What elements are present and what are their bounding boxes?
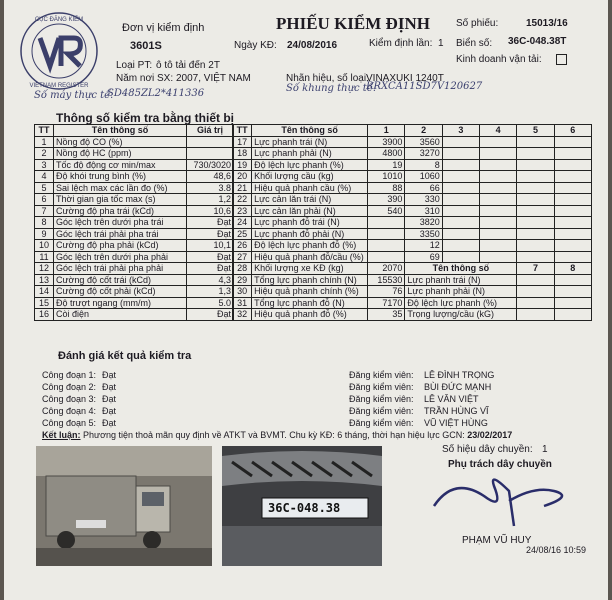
axle-value — [442, 148, 479, 160]
param-name: Nồng độ CO (%) — [54, 136, 187, 148]
table-row — [35, 228, 234, 240]
inspector-name: BÙI ĐỨC MẠNH — [424, 382, 492, 392]
form-number-value: 15013/16 — [526, 18, 568, 29]
inspector-label: Đăng kiểm viên: — [349, 382, 414, 392]
axle-param-name: Trọng lượng/cầu (kG) — [405, 309, 517, 321]
param-name: Khối lượng xe KĐ (kg) — [252, 263, 368, 275]
header-param-name: Tên thông số — [54, 125, 187, 137]
axle-value — [480, 148, 517, 160]
param-name: Tốc độ động cơ min/max — [54, 159, 187, 171]
line-number-label: Số hiệu dây chuyền: — [442, 444, 533, 455]
axle-value — [554, 228, 591, 240]
param-value: 730/3020 — [187, 159, 234, 171]
row-number: 5 — [35, 182, 54, 194]
unit-code: 3601S — [130, 40, 162, 52]
inspection-count-label: Kiểm định lần: — [369, 38, 433, 49]
row-number: 17 — [233, 136, 252, 148]
stage-result: Đạt — [102, 370, 117, 380]
axle-value: 66 — [405, 182, 442, 194]
header-tt-right: TT — [233, 125, 252, 137]
axle-value — [554, 309, 591, 321]
axle-value — [368, 217, 405, 229]
stage-label: Công đoạn 3: — [42, 394, 97, 404]
row-number: 32 — [233, 309, 252, 321]
row-number: 11 — [35, 251, 54, 263]
inspector-name: LÊ ĐÌNH TRỌNG — [424, 370, 495, 380]
axle-value — [480, 228, 517, 240]
param-name: Góc lệch trên dưới pha trái — [54, 217, 187, 229]
form-number-label: Số phiếu: — [456, 18, 499, 29]
right-parameter-table — [232, 124, 592, 321]
param-value: 5.0 — [187, 297, 234, 309]
axle-value — [554, 297, 591, 309]
row-number: 13 — [35, 274, 54, 286]
header-value: Giá trị — [187, 125, 234, 137]
plate-photo — [222, 446, 382, 566]
axle-value — [554, 286, 591, 298]
table-row — [233, 148, 592, 160]
axle-value — [554, 274, 591, 286]
param-name: Hiệu quả phanh cầu (%) — [252, 182, 368, 194]
inspector-name: TRẦN HÙNG VĨ — [424, 406, 489, 416]
axle-value — [554, 251, 591, 263]
axle-value — [554, 205, 591, 217]
inspection-form-sheet — [4, 0, 608, 600]
row-number: 28 — [233, 263, 252, 275]
param-value: 3.8 — [187, 182, 234, 194]
left-parameter-table — [34, 124, 234, 321]
param-name: Còi điện — [54, 309, 187, 321]
axle-value: 3900 — [368, 136, 405, 148]
table-row — [233, 194, 592, 206]
row-number: 7 — [35, 205, 54, 217]
table-row — [35, 274, 234, 286]
header-axle-4: 4 — [480, 125, 517, 137]
vehicle-type-label: Loại PT: — [116, 60, 153, 71]
stage-label: Công đoạn 2: — [42, 382, 97, 392]
row-number: 22 — [233, 194, 252, 206]
param-name: Lực phanh trái (N) — [252, 136, 368, 148]
header-axle-6: 6 — [554, 125, 591, 137]
param-name: Cường độ cốt phải (kCd) — [54, 286, 187, 298]
axle-value — [554, 217, 591, 229]
table-row — [35, 263, 234, 275]
date-label: Ngày KĐ: — [234, 40, 277, 51]
axle-value — [442, 217, 479, 229]
axle-value — [554, 171, 591, 183]
axle-value — [517, 228, 554, 240]
axle-value — [442, 136, 479, 148]
axle-value — [517, 182, 554, 194]
stage-result: Đạt — [102, 394, 117, 404]
param-name: Tổng lực phanh chính (N) — [252, 274, 368, 286]
axle-value — [517, 297, 554, 309]
row-number: 6 — [35, 194, 54, 206]
svg-text:VIETNAM REGISTER: VIETNAM REGISTER — [29, 83, 89, 89]
axle-value: 69 — [405, 251, 442, 263]
inspector-label: Đăng kiểm viên: — [349, 370, 414, 380]
row-number: 31 — [233, 297, 252, 309]
row-number: 12 — [35, 263, 54, 275]
axle-value — [517, 171, 554, 183]
axle-value — [554, 159, 591, 171]
vehicle-type-value: ô tô tải đến 2T — [156, 60, 220, 71]
row-number: 8 — [35, 217, 54, 229]
row-number: 1 — [35, 136, 54, 148]
axle-value — [480, 136, 517, 148]
header-axle-5: 5 — [517, 125, 554, 137]
transport-checkbox[interactable] — [556, 54, 567, 65]
stage-label: Công đoạn 4: — [42, 406, 97, 416]
axle-value: 330 — [405, 194, 442, 206]
table-row — [233, 240, 592, 252]
axle-value — [554, 182, 591, 194]
param-name: Sai lệch max các lần đo (%) — [54, 182, 187, 194]
axle-value — [480, 205, 517, 217]
axle-value — [442, 240, 479, 252]
axle-value — [554, 148, 591, 160]
row-number: 9 — [35, 228, 54, 240]
param-name: Lực phanh đỗ trái (N) — [252, 217, 368, 229]
param-name: Thời gian gia tốc max (s) — [54, 194, 187, 206]
row-number: 16 — [35, 309, 54, 321]
param-value: 15530 — [368, 274, 405, 286]
axle-value: 310 — [405, 205, 442, 217]
axle-value — [517, 251, 554, 263]
table-row — [35, 286, 234, 298]
row-number: 24 — [233, 217, 252, 229]
param-value: Đạt — [187, 263, 234, 275]
origin-value: 2007, VIỆT NAM — [176, 73, 251, 84]
supervisor-label: Phụ trách dây chuyền — [448, 459, 552, 470]
form-title: PHIẾU KIỂM ĐỊNH — [276, 14, 430, 33]
inspector-name: LÊ VĂN VIỆT — [424, 394, 479, 404]
plate-photo-text: 36C-048.38 — [268, 501, 341, 515]
param-name: Lực phanh phải (N) — [252, 148, 368, 160]
param-value: Đạt — [187, 228, 234, 240]
axle-value — [442, 171, 479, 183]
param-value: 4,3 — [187, 274, 234, 286]
axle-value: 3270 — [405, 148, 442, 160]
section-title: Thông số kiểm tra bằng thiết bị — [56, 111, 235, 125]
inspection-count-value: 1 — [438, 38, 444, 49]
axle-value — [480, 251, 517, 263]
evaluation-title: Đánh giá kết quả kiểm tra — [58, 350, 192, 362]
axle-column-header: 8 — [554, 263, 591, 275]
table-row — [233, 228, 592, 240]
table-row — [35, 136, 234, 148]
param-value: 76 — [368, 286, 405, 298]
param-value: 1,3 — [187, 286, 234, 298]
axle-value — [554, 194, 591, 206]
supervisor-name: PHẠM VŨ HUY — [462, 535, 532, 546]
param-name: Hiệu quả phanh đỗ/cầu (%) — [252, 251, 368, 263]
table-row — [35, 297, 234, 309]
header-axle-1: 1 — [368, 125, 405, 137]
table-row — [233, 159, 592, 171]
transport-label: Kinh doanh vận tải: — [456, 54, 542, 65]
stage-result: Đạt — [102, 418, 117, 428]
brand-value: VINAXUKI 1240T — [366, 73, 444, 84]
stage-label: Công đoạn 5: — [42, 418, 97, 428]
row-number: 18 — [233, 148, 252, 160]
param-name: Góc lệch trái phải pha phải — [54, 263, 187, 275]
line-number-value: 1 — [542, 444, 548, 455]
param-name: Khối lượng cầu (kg) — [252, 171, 368, 183]
table-row — [233, 309, 592, 321]
axle-value: 8 — [405, 159, 442, 171]
table-row — [233, 171, 592, 183]
table-row — [233, 136, 592, 148]
axle-value — [368, 228, 405, 240]
row-number: 4 — [35, 171, 54, 183]
table-row — [233, 251, 592, 263]
axle-value — [442, 205, 479, 217]
param-value — [187, 136, 234, 148]
param-value: Đạt — [187, 309, 234, 321]
table-row — [35, 159, 234, 171]
axle-value: 3820 — [405, 217, 442, 229]
row-number: 26 — [233, 240, 252, 252]
axle-value — [480, 171, 517, 183]
axle-value — [554, 240, 591, 252]
axle-value — [480, 194, 517, 206]
axle-value — [517, 159, 554, 171]
inspector-label: Đăng kiểm viên: — [349, 394, 414, 404]
validity-date: 23/02/2017 — [467, 430, 513, 440]
header-axle-3: 3 — [442, 125, 479, 137]
param-value: 2070 — [368, 263, 405, 275]
axle-value: 390 — [368, 194, 405, 206]
param-name: Lực cản lăn trái (N) — [252, 194, 368, 206]
axle-value — [442, 194, 479, 206]
svg-text:CỤC ĐĂNG KIỂM: CỤC ĐĂNG KIỂM — [34, 17, 84, 23]
axle-value — [554, 136, 591, 148]
axle-value — [442, 228, 479, 240]
table-row — [35, 251, 234, 263]
axle-value — [517, 148, 554, 160]
truck-photo-icon — [36, 446, 212, 566]
row-number: 10 — [35, 240, 54, 252]
conclusion-text: Phương tiện thoả mãn quy định về ATKT và BVMT. Chu kỳ KĐ: 6 tháng, thời hạn hiệu lực GCN: — [83, 430, 465, 440]
header-axle-2: 2 — [405, 125, 442, 137]
param-value: 7170 — [368, 297, 405, 309]
param-name: Hiệu quả phanh đỗ (%) — [252, 309, 368, 321]
axle-value: 3350 — [405, 228, 442, 240]
inspector-label: Đăng kiểm viên: — [349, 418, 414, 428]
param-name: Cường độ pha phải (kCd) — [54, 240, 187, 252]
axle-value: 1010 — [368, 171, 405, 183]
axle-value: 3560 — [405, 136, 442, 148]
row-number: 3 — [35, 159, 54, 171]
table-row — [233, 274, 592, 286]
axle-param-name: Lực phanh trái (N) — [405, 274, 517, 286]
param-name: Cường độ pha trái (kCd) — [54, 205, 187, 217]
axle-value: 19 — [368, 159, 405, 171]
row-number: 30 — [233, 286, 252, 298]
date-value: 24/08/2016 — [287, 40, 338, 51]
param-value: 10,1 — [187, 240, 234, 252]
param-name: Cường độ cốt trái (kCd) — [54, 274, 187, 286]
table-row — [233, 297, 592, 309]
param-name: Góc lệch trái phải pha trái — [54, 228, 187, 240]
axle-value — [517, 274, 554, 286]
engine-number-label: Số máy thực tế: — [34, 90, 114, 101]
axle-value: 540 — [368, 205, 405, 217]
axle-param-name: Độ lệch lực phanh (%) — [405, 297, 517, 309]
axle-value: 12 — [405, 240, 442, 252]
brand-label: Nhãn hiệu, số loại: — [286, 73, 369, 84]
stage-result: Đạt — [102, 406, 117, 416]
axle-value — [480, 182, 517, 194]
signed-timestamp: 24/08/16 10:59 — [526, 545, 587, 555]
axle-value — [517, 240, 554, 252]
row-number: 20 — [233, 171, 252, 183]
axle-table-header: Tên thông số — [405, 263, 517, 275]
axle-value — [517, 217, 554, 229]
param-name: Lực phanh đỗ phải (N) — [252, 228, 368, 240]
origin-label: Năm nơi SX: — [116, 73, 174, 84]
table-row — [233, 263, 592, 275]
row-number: 19 — [233, 159, 252, 171]
param-value: Đạt — [187, 217, 234, 229]
param-name: Độ lệch lực phanh đỗ (%) — [252, 240, 368, 252]
axle-value — [480, 240, 517, 252]
table-row — [35, 205, 234, 217]
header-tt: TT — [35, 125, 54, 137]
param-value: 10,6 — [187, 205, 234, 217]
axle-value — [442, 159, 479, 171]
param-value: 48,6 — [187, 171, 234, 183]
axle-value — [517, 136, 554, 148]
axle-value: 88 — [368, 182, 405, 194]
axle-value — [517, 205, 554, 217]
table-row — [233, 205, 592, 217]
table-row — [233, 217, 592, 229]
table-row — [35, 240, 234, 252]
stage-result: Đạt — [102, 382, 117, 392]
param-value: 35 — [368, 309, 405, 321]
row-number: 21 — [233, 182, 252, 194]
axle-param-name: Lực phanh phải (N) — [405, 286, 517, 298]
chassis-number-value: RRXCA11SD7V120627 — [366, 81, 483, 92]
vietnam-register-logo-icon — [18, 10, 100, 92]
table-row — [35, 148, 234, 160]
axle-value: 4800 — [368, 148, 405, 160]
row-number: 23 — [233, 205, 252, 217]
unit-label: Đơn vị kiểm định — [122, 22, 205, 34]
param-name: Hiệu quả phanh chính (%) — [252, 286, 368, 298]
stage-label: Công đoạn 1: — [42, 370, 97, 380]
conclusion-line — [42, 430, 512, 440]
axle-value: 1060 — [405, 171, 442, 183]
plate-label: Biển số: — [456, 38, 493, 49]
param-name: Tổng lực phanh đỗ (N) — [252, 297, 368, 309]
table-row — [35, 194, 234, 206]
param-name: Lực cản lăn phải (N) — [252, 205, 368, 217]
vehicle-photo — [36, 446, 212, 566]
table-row — [35, 171, 234, 183]
axle-value — [517, 194, 554, 206]
header-param-name-right: Tên thông số — [252, 125, 368, 137]
param-name: Độ trượt ngang (mm/m) — [54, 297, 187, 309]
row-number: 2 — [35, 148, 54, 160]
table-row — [35, 309, 234, 321]
table-row — [35, 182, 234, 194]
engine-number-value: SD485ZL2*411336 — [107, 88, 205, 99]
signature-icon — [414, 466, 584, 536]
axle-value — [442, 182, 479, 194]
row-number: 29 — [233, 274, 252, 286]
axle-value — [517, 286, 554, 298]
axle-value — [368, 240, 405, 252]
param-value: 1,2 — [187, 194, 234, 206]
table-row — [35, 217, 234, 229]
conclusion-label: Kết luận: — [42, 430, 81, 440]
row-number: 25 — [233, 228, 252, 240]
axle-value — [480, 217, 517, 229]
axle-column-header: 7 — [517, 263, 554, 275]
row-number: 14 — [35, 286, 54, 298]
table-row — [233, 182, 592, 194]
axle-value — [517, 309, 554, 321]
inspector-label: Đăng kiểm viên: — [349, 406, 414, 416]
axle-value — [368, 251, 405, 263]
param-name: Độ khói trung bình (%) — [54, 171, 187, 183]
row-number: 27 — [233, 251, 252, 263]
param-name: Độ lệch lực phanh (%) — [252, 159, 368, 171]
axle-value — [442, 251, 479, 263]
inspector-name: VŨ VIỆT HÙNG — [424, 418, 488, 428]
table-row — [233, 286, 592, 298]
axle-value — [480, 159, 517, 171]
param-name: Nồng độ HC (ppm) — [54, 148, 187, 160]
param-value — [187, 148, 234, 160]
param-name: Góc lệch trên dưới pha phải — [54, 251, 187, 263]
param-value: Đạt — [187, 251, 234, 263]
chassis-number-label: Số khung thực tế: — [286, 83, 377, 94]
plate-value: 36C-048.38T — [508, 36, 567, 47]
row-number: 15 — [35, 297, 54, 309]
